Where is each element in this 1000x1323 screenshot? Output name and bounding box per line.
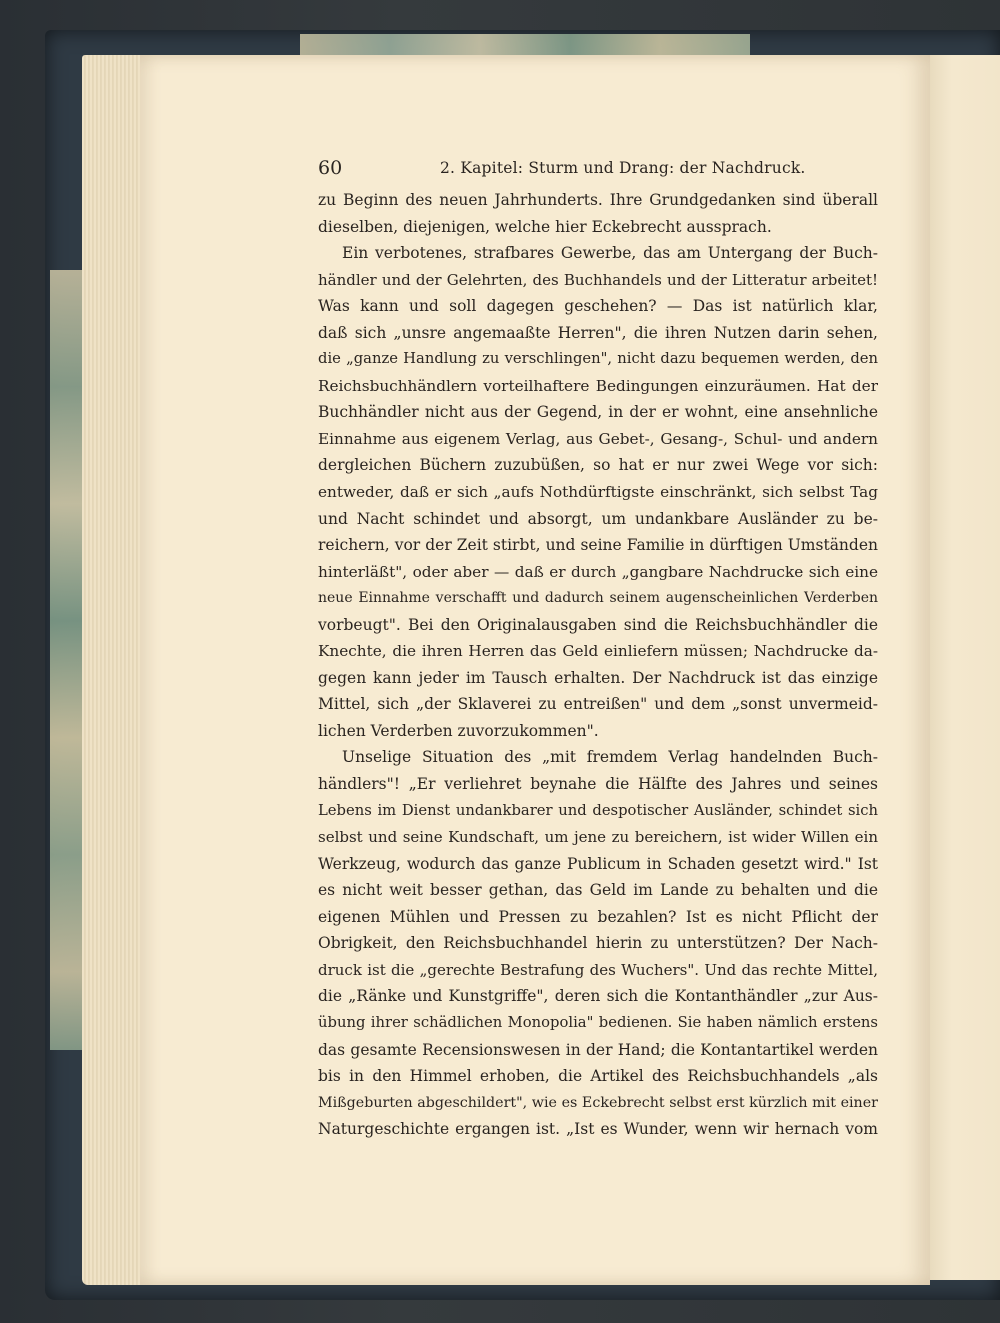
text-line: Mißgeburten abgeschildert", wie es Eckebrecht selbst erst kürzlich mit einer bbox=[318, 1094, 878, 1111]
text-line: und Nacht schindet und absorgt, um undankbare Ausländer zu be- bbox=[318, 509, 878, 528]
text-line: Werkzeug, wodurch das ganze Publicum in Schaden gesetzt wird." Ist bbox=[318, 854, 878, 873]
text-line: Lebens im Dienst undankbarer und despotischer Ausländer, schindet sich bbox=[318, 801, 878, 819]
text-line: die „Ränke und Kunstgriffe", deren sich die Kontanthändler „zur Aus- bbox=[318, 987, 878, 1006]
text-line: händlers"! „Er verliehret beynahe die Hälfte des Jahres und seines bbox=[318, 775, 878, 794]
text-line: neue Einnahme verschafft und dadurch seinem augenscheinlichen Verderben bbox=[318, 590, 878, 607]
page-header bbox=[318, 157, 878, 181]
page-number: 60 bbox=[318, 157, 343, 179]
text-line: dergleichen Büchern zuzubüßen, so hat er nur zwei Wege vor sich: bbox=[318, 456, 878, 475]
text-line: Naturgeschichte ergangen ist. „Ist es Wunder, wenn wir hernach vom bbox=[318, 1120, 878, 1139]
body-text bbox=[318, 187, 878, 1143]
text-line: hinterläßt", oder aber — daß er durch „gangbare Nachdrucke sich eine bbox=[318, 562, 878, 581]
text-line: dieselben, diejenigen, welche hier Eckebrecht aussprach. bbox=[318, 217, 772, 236]
text-line: übung ihrer schädlichen Monopolia" bedienen. Sie haben nämlich erstens bbox=[318, 1013, 878, 1031]
text-line: Knechte, die ihren Herren das Geld einliefern müssen; Nachdrucke da- bbox=[318, 642, 878, 661]
text-line: Was kann und soll dagegen geschehen? — Das ist natürlich klar, bbox=[318, 297, 878, 316]
running-head: 2. Kapitel: Sturm und Drang: der Nachdruck. bbox=[440, 159, 806, 177]
text-line: eigenen Mühlen und Pressen zu bezahlen? Ist es nicht Pflicht der bbox=[318, 907, 878, 926]
text-line: Einnahme aus eigenem Verlag, aus Gebet-, Gesang-, Schul- und andern bbox=[318, 429, 878, 448]
text-line: Obrigkeit, den Reichsbuchhandel hierin zu unterstützen? Der Nach- bbox=[318, 934, 878, 953]
text-line: Ein verbotenes, strafbares Gewerbe, das am Untergang der Buch- bbox=[342, 244, 878, 263]
marbled-board-top bbox=[300, 34, 750, 56]
text-line: bis in den Himmel erhoben, die Artikel des Reichsbuchhandels „als bbox=[318, 1067, 878, 1086]
text-line: Reichsbuchhändlern vorteilhaftere Bedingungen einzuräumen. Hat der bbox=[318, 376, 878, 395]
text-line: die „ganze Handlung zu verschlingen", nicht dazu bequemen werden, den bbox=[318, 350, 878, 368]
text-line: das gesamte Recensionswesen in der Hand; die Kontantartikel werden bbox=[318, 1040, 878, 1059]
text-line: gegen kann jeder im Tausch erhalten. Der Nachdruck ist das einzige bbox=[318, 668, 878, 687]
text-line: daß sich „unsre angemaaßte Herren", die ihren Nutzen darin sehen, bbox=[318, 323, 878, 342]
text-line: händler und der Gelehrten, des Buchhandels und der Litteratur arbeitet! bbox=[318, 270, 878, 289]
text-line: vorbeugt". Bei den Originalausgaben sind die Reichsbuchhändler die bbox=[318, 615, 878, 634]
text-line: entweder, daß er sich „aufs Nothdürftigste einschränkt, sich selbst Tag bbox=[318, 483, 878, 502]
text-line: selbst und seine Kundschaft, um jene zu bereichern, ist wider Willen ein bbox=[318, 828, 878, 847]
text-line: druck ist die „gerechte Bestrafung des Wuchers". Und das rechte Mittel, bbox=[318, 960, 878, 979]
text-line: Mittel, sich „der Sklaverei zu entreißen" und dem „sonst unvermeid- bbox=[318, 695, 878, 714]
text-line: es nicht weit besser gethan, das Geld im Lande zu behalten und die bbox=[318, 881, 878, 900]
text-line: reichern, vor der Zeit stirbt, und seine Familie in dürftigen Umständen bbox=[318, 536, 878, 555]
facing-page-edge bbox=[928, 55, 1000, 1280]
text-line: lichen Verderben zuvorzukommen". bbox=[318, 721, 599, 740]
text-line: zu Beginn des neuen Jahrhunderts. Ihre Grundgedanken sind überall bbox=[318, 191, 878, 209]
text-line: Unselige Situation des „mit fremdem Verlag handelnden Buch- bbox=[342, 748, 878, 767]
text-line: Buchhändler nicht aus der Gegend, in der er wohnt, eine ansehnliche bbox=[318, 403, 878, 422]
